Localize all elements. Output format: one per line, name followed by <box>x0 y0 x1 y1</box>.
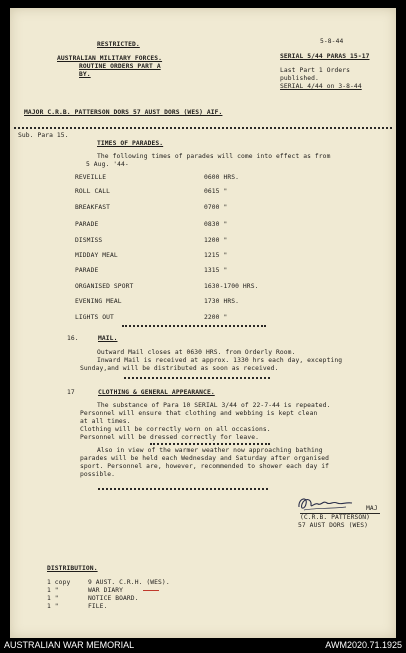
clothing-line: parades will be held each Wednesday and Saturday after organised <box>80 455 330 462</box>
mail-line: Inward Mail is received at approx. 1330 hrs each day, excepting <box>97 357 343 364</box>
distribution-recipient: 9 AUST. C.R.H. (WES). <box>88 579 170 586</box>
event-time: 0830 " <box>204 221 228 228</box>
mail-heading: MAIL. <box>98 335 118 342</box>
event-label: PARADE <box>75 221 99 228</box>
last-orders-line-2: published. <box>280 75 319 82</box>
distribution-qty: 1 " <box>47 587 59 594</box>
event-label: BREAKFAST <box>75 204 111 211</box>
serial-number: SERIAL 5/44 PARAS 15-17 <box>280 53 370 60</box>
para-number: 17 <box>67 389 75 396</box>
event-time: 1630-1700 HRS. <box>204 283 259 290</box>
event-label: MIDDAY MEAL <box>75 252 118 259</box>
orders-heading: ROUTINE ORDERS PART A <box>79 63 161 70</box>
event-label: REVEILLE <box>75 174 107 181</box>
event-label: EVENING MEAL <box>75 298 122 305</box>
event-time: 1215 " <box>204 252 228 259</box>
distribution-qty: 1 " <box>47 603 59 610</box>
divider-dots <box>14 127 392 129</box>
clothing-line: possible. <box>80 471 116 478</box>
signature-image <box>296 492 354 514</box>
distribution-recipient: NOTICE BOARD. <box>88 595 139 602</box>
mail-line: Outward Mail closes at 0630 HRS. from Orderly Room. <box>97 349 296 356</box>
clothing-line: Personnel will be dressed correctly for leave. <box>80 434 259 441</box>
event-time: 0615 " <box>204 188 228 195</box>
times-heading: TIMES OF PARADES. <box>97 140 164 147</box>
clothing-line: Clothing will be correctly worn on all occasions. <box>80 426 271 433</box>
event-label: ROLL CALL <box>75 188 111 195</box>
distribution-heading: DISTRIBUTION. <box>47 565 98 572</box>
sub-para-label: Sub. Para 15. <box>18 132 69 139</box>
clothing-line: The substance of Para 10 SERIAL 3/44 of 22-7-44 is repeated. <box>97 402 331 409</box>
order-date: 5-8-44 <box>320 38 344 45</box>
distribution-qty: 1 copy <box>47 579 71 586</box>
event-label: PARADE <box>75 267 99 274</box>
distribution-recipient: FILE. <box>88 603 108 610</box>
clothing-line: Personnel will ensure that clothing and webbing is kept clean <box>80 410 318 417</box>
event-time: 1315 " <box>204 267 228 274</box>
footer-accession-id: AWM2020.71.1925 <box>325 640 402 650</box>
signature-rank: MAJ <box>366 505 378 512</box>
clothing-heading: CLOTHING & GENERAL APPEARANCE. <box>98 389 215 396</box>
times-intro-line-2: 5 Aug. '44- <box>86 161 129 168</box>
event-label: DISMISS <box>75 237 103 244</box>
footer-institution: AUSTRALIAN WAR MEMORIAL <box>4 640 135 650</box>
distribution-qty: 1 " <box>47 595 59 602</box>
event-time: 2200 " <box>204 314 228 321</box>
officer-line: MAJOR C.R.B. PATTERSON DORS 57 AUST DORS (WES) AIF. <box>24 109 223 116</box>
distribution-recipient: WAR DIARY <box>88 587 124 594</box>
event-label: ORGANISED SPORT <box>75 283 134 290</box>
red-pen-mark <box>143 590 159 591</box>
event-time: 1200 " <box>204 237 228 244</box>
event-time: 1730 HRS. <box>204 298 240 305</box>
event-time: 0700 " <box>204 204 228 211</box>
last-orders-line-3: SERIAL 4/44 on 3-8-44 <box>280 83 362 90</box>
signature-name: (C.R.B. PATTERSON) <box>300 514 371 521</box>
divider-dots <box>122 325 266 327</box>
clothing-line: sport. Personnel are, however, recommended to shower each day if <box>80 463 330 470</box>
classification-heading: RESTRICTED. <box>97 41 140 48</box>
clothing-line: at all times. <box>80 418 131 425</box>
divider-dots <box>124 377 270 379</box>
divider-dots <box>150 443 270 445</box>
times-intro-line-1: The following times of parades will come into effect as from <box>97 153 331 160</box>
event-label: LIGHTS OUT <box>75 314 114 321</box>
force-heading: AUSTRALIAN MILITARY FORCES. <box>57 55 163 62</box>
signature-unit: 57 AUST DORS (WES) <box>298 522 369 529</box>
by-line: BY. <box>79 71 91 78</box>
mail-line: Sunday,and will be distributed as soon as received. <box>80 365 279 372</box>
divider-dots <box>98 488 268 490</box>
document-page <box>10 8 396 638</box>
event-time: 0600 HRS. <box>204 174 240 181</box>
para-number: 16. <box>67 335 79 342</box>
clothing-line: Also in view of the warmer weather now approaching bathing <box>97 447 323 454</box>
last-orders-line-1: Last Part 1 Orders <box>280 67 351 74</box>
